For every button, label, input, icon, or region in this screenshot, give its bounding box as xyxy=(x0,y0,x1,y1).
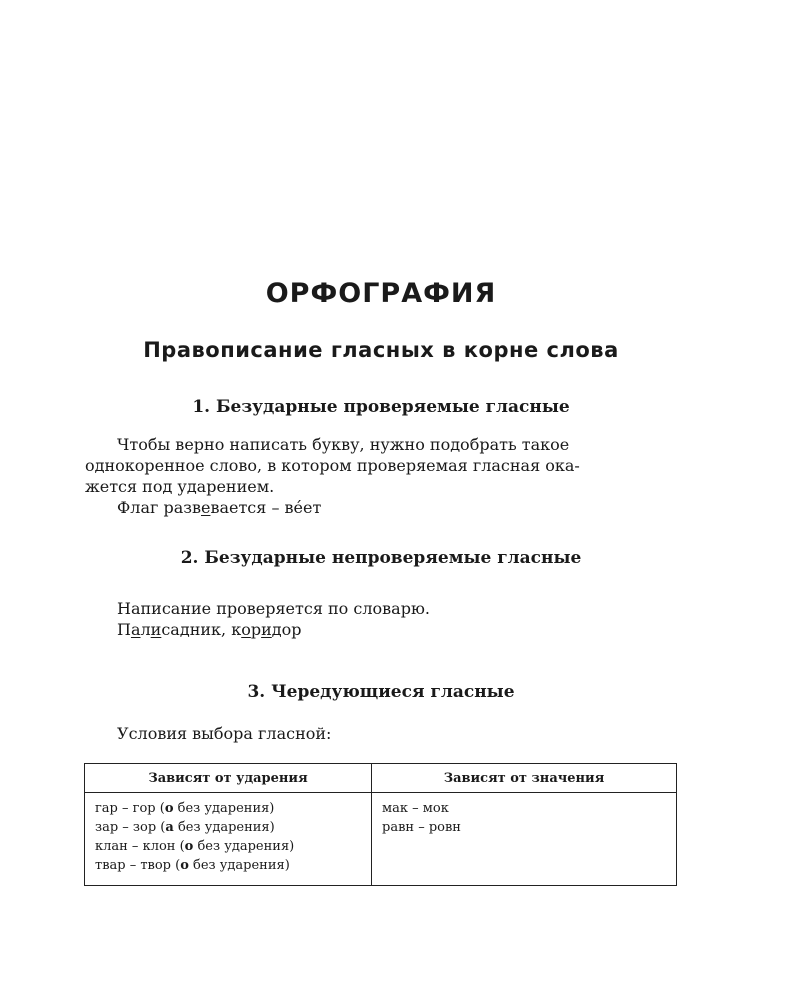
text-line: жется под ударением. xyxy=(85,477,275,496)
section-title: Правописание гласных в корне слова xyxy=(143,338,619,362)
bold-vowel: а xyxy=(165,820,174,835)
subsection-1-title: 1. Безударные проверяемые гласные xyxy=(192,397,570,417)
underlined-vowel: а xyxy=(130,620,141,639)
example-text: л xyxy=(140,620,151,639)
cell-text: без ударения) xyxy=(173,801,275,816)
example-text: вается – ве́ет xyxy=(210,498,322,517)
cell-text: клан – клон ( xyxy=(95,839,185,854)
subsection-3-title: 3. Чередующиеся гласные xyxy=(247,682,515,702)
bold-vowel: о xyxy=(180,858,189,873)
cell-text: без ударения) xyxy=(188,858,290,873)
table-cell-stress xyxy=(85,793,372,886)
list-item xyxy=(95,799,361,818)
bold-vowel: о xyxy=(164,801,174,816)
bold-vowel: о xyxy=(184,839,194,854)
list-item: мак – мок xyxy=(382,801,449,816)
table-row xyxy=(85,793,677,886)
example-line xyxy=(85,497,677,518)
example-line xyxy=(85,619,677,640)
cell-text: зар – зор ( xyxy=(95,820,166,835)
list-item xyxy=(95,818,361,837)
page-title: ОРФОГРАФИЯ xyxy=(265,278,497,309)
example-text: садник, к xyxy=(161,620,242,639)
text-line: Чтобы верно написать букву, нужно подобрать такое xyxy=(117,435,570,454)
table-header-meaning: Зависят от значения xyxy=(372,764,677,793)
underlined-vowel: о xyxy=(241,620,251,639)
subsection-1-text xyxy=(85,434,677,518)
table-header-row xyxy=(85,764,677,793)
vowel-conditions-table xyxy=(84,763,677,886)
subsection-2-title: 2. Безударные непроверяемые гласные xyxy=(180,548,582,568)
list-item: равн – ровн xyxy=(382,820,461,835)
underlined-vowel: и xyxy=(150,620,162,639)
cell-text: без ударения) xyxy=(173,820,275,835)
example-text: р xyxy=(250,620,262,639)
example-text: Флаг разв xyxy=(117,498,201,517)
text-line: однокоренное слово, в котором проверяемая гласная ока- xyxy=(85,456,580,475)
underlined-vowel: и xyxy=(261,620,272,639)
subsection-3-text xyxy=(85,723,677,744)
example-text: П xyxy=(117,620,131,639)
table-header-stress: Зависят от ударения xyxy=(85,764,372,793)
text-line: Условия выбора гласной: xyxy=(117,724,332,743)
cell-text: твар – твор ( xyxy=(95,858,181,873)
list-item xyxy=(95,856,361,875)
cell-text: без ударения) xyxy=(193,839,295,854)
underlined-vowel: е xyxy=(200,498,211,517)
list-item xyxy=(95,837,361,856)
table-cell-meaning xyxy=(372,793,677,886)
subsection-2-text xyxy=(85,598,677,640)
example-text: дор xyxy=(271,620,302,639)
text-line: Написание проверяется по словарю. xyxy=(117,599,430,618)
cell-text: гар – гор ( xyxy=(95,801,165,816)
